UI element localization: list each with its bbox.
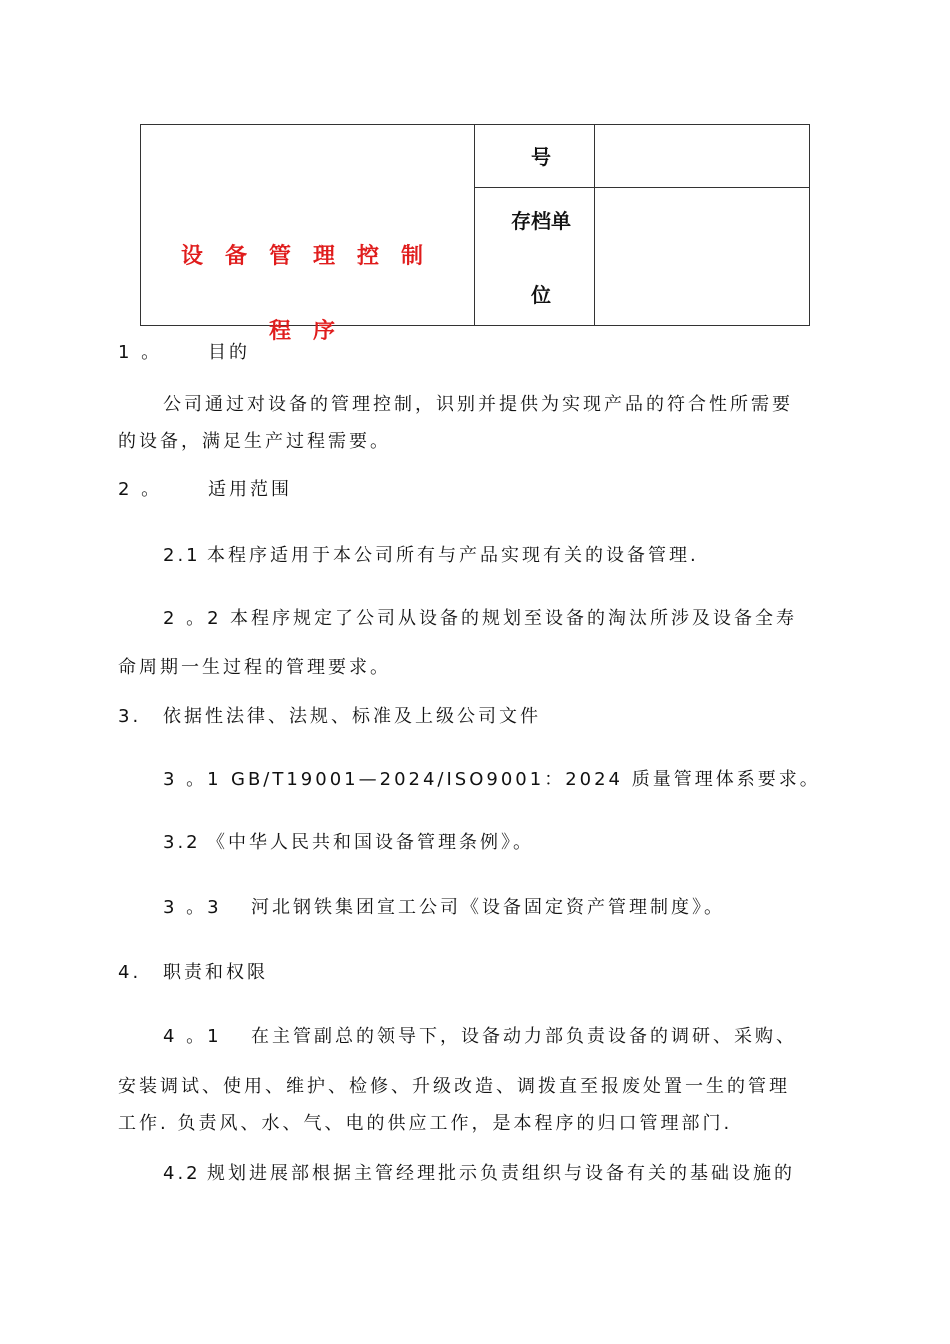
paragraph-line xyxy=(118,1113,732,1135)
paragraph-text: 工作. 负责风、水、气、电的供应工作，是本程序的归口管理部门. xyxy=(118,1113,733,1134)
section-number: 3. xyxy=(118,706,142,727)
subsection-number: 4 。1 xyxy=(163,1026,222,1047)
subsection-number: 3 。3 xyxy=(163,897,222,918)
section-heading-4 xyxy=(118,962,268,984)
section-heading-1 xyxy=(118,342,250,364)
subsection-line xyxy=(163,769,821,791)
subsection-number: 4.2 xyxy=(163,1163,201,1184)
subsection-text: 《中华人民共和国设备管理条例》。 xyxy=(207,832,534,853)
section-title: 适用范围 xyxy=(208,479,292,500)
subsection-line xyxy=(163,608,797,630)
table-divider xyxy=(474,125,475,325)
section-number: 2 。 xyxy=(118,479,163,500)
subsection-text: 河北钢铁集团宣工公司《设备固定资产管理制度》。 xyxy=(251,897,725,918)
archive-label-line2: 位 xyxy=(531,283,551,307)
document-header-table xyxy=(140,124,810,344)
paragraph-line xyxy=(118,431,391,453)
subsection-text: 规划进展部根据主管经理批示负责组织与设备有关的基础设施的 xyxy=(207,1163,795,1184)
paragraph-text: 的设备，满足生产过程需要。 xyxy=(118,431,391,452)
table-divider xyxy=(474,187,809,188)
archive-label-line1: 存档单 xyxy=(511,209,571,233)
document-title-line2: 程序 xyxy=(269,319,358,344)
paragraph-line xyxy=(118,657,391,679)
subsection-number: 2.1 xyxy=(163,545,201,566)
paragraph-line xyxy=(163,394,793,416)
section-heading-3 xyxy=(118,706,541,728)
subsection-text: GB/T19001—2024/ISO9001：2024 质量管理体系要求。 xyxy=(231,769,821,790)
paragraph-text: 命周期一生过程的管理要求。 xyxy=(118,657,391,678)
subsection-number: 2 。2 xyxy=(163,608,222,629)
subsection-text: 在主管副总的领导下，设备动力部负责设备的调研、采购、 xyxy=(251,1026,797,1047)
section-number: 4. xyxy=(118,962,142,983)
subsection-text: 本程序适用于本公司所有与产品实现有关的设备管理. xyxy=(207,545,699,566)
subsection-line xyxy=(163,1163,795,1185)
section-heading-2 xyxy=(118,479,292,501)
section-title: 职责和权限 xyxy=(163,962,268,983)
subsection-number: 3.2 xyxy=(163,832,201,853)
section-number: 1 。 xyxy=(118,342,163,363)
subsection-line xyxy=(163,1026,797,1048)
paragraph-text: 公司通过对设备的管理控制，识别并提供为实现产品的符合性所需要 xyxy=(163,394,793,415)
subsection-line xyxy=(163,832,534,854)
number-label: 号 xyxy=(531,145,551,169)
document-title-line1: 设备管理控制 xyxy=(181,244,446,269)
subsection-line xyxy=(163,897,725,919)
subsection-line xyxy=(163,545,699,567)
section-title: 目的 xyxy=(208,342,250,363)
paragraph-text: 安装调试、使用、维护、检修、升级改造、调拨直至报废处置一生的管理 xyxy=(118,1076,790,1097)
section-title: 依据性法律、法规、标准及上级公司文件 xyxy=(163,706,541,727)
paragraph-line xyxy=(118,1076,790,1098)
subsection-number: 3 。1 xyxy=(163,769,222,790)
subsection-text: 本程序规定了公司从设备的规划至设备的淘汰所涉及设备全寿 xyxy=(230,608,797,629)
